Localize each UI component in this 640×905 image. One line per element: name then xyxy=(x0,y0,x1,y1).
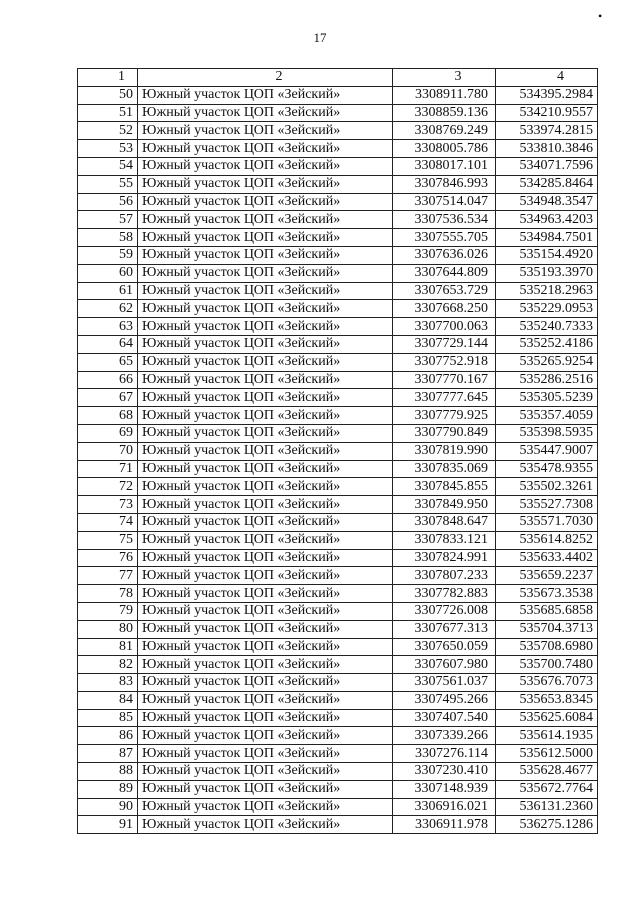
point-number: 61 xyxy=(78,282,138,300)
area-name: Южный участок ЦОП «Зейский» xyxy=(138,335,393,353)
area-name: Южный участок ЦОП «Зейский» xyxy=(138,211,393,229)
coordinate-y: 535252.4186 xyxy=(496,335,598,353)
point-number: 70 xyxy=(78,442,138,460)
area-name: Южный участок ЦОП «Зейский» xyxy=(138,496,393,514)
coordinate-y: 534963.4203 xyxy=(496,211,598,229)
coordinate-x: 3307849.950 xyxy=(393,496,496,514)
point-number: 73 xyxy=(78,496,138,514)
table-row xyxy=(78,86,598,104)
coordinate-x: 3307339.266 xyxy=(393,727,496,745)
area-name: Южный участок ЦОП «Зейский» xyxy=(138,229,393,247)
coordinate-y: 534071.7596 xyxy=(496,157,598,175)
area-name: Южный участок ЦОП «Зейский» xyxy=(138,798,393,816)
corner-mark: • xyxy=(598,9,603,23)
coordinate-y: 535704.3713 xyxy=(496,620,598,638)
area-name: Южный участок ЦОП «Зейский» xyxy=(138,478,393,496)
area-name: Южный участок ЦОП «Зейский» xyxy=(138,691,393,709)
coordinate-x: 3307752.918 xyxy=(393,353,496,371)
area-name: Южный участок ЦОП «Зейский» xyxy=(138,727,393,745)
coordinate-y: 535478.9355 xyxy=(496,460,598,478)
column-header-4: 4 xyxy=(496,69,598,87)
coordinate-y: 535527.7308 xyxy=(496,496,598,514)
point-number: 75 xyxy=(78,531,138,549)
coordinate-x: 3307561.037 xyxy=(393,674,496,692)
area-name: Южный участок ЦОП «Зейский» xyxy=(138,300,393,318)
coordinate-y: 535676.7073 xyxy=(496,674,598,692)
coordinate-x: 3307833.121 xyxy=(393,531,496,549)
column-header-1: 1 xyxy=(78,69,138,87)
coordinate-x: 3308769.249 xyxy=(393,122,496,140)
point-number: 86 xyxy=(78,727,138,745)
table-row xyxy=(78,140,598,158)
page-number: 17 xyxy=(313,30,327,45)
coordinate-y: 535673.3538 xyxy=(496,585,598,603)
coordinate-x: 3308017.101 xyxy=(393,157,496,175)
table-row xyxy=(78,282,598,300)
table-row xyxy=(78,157,598,175)
coordinate-x: 3307607.980 xyxy=(393,656,496,674)
coordinate-x: 3307729.144 xyxy=(393,335,496,353)
point-number: 90 xyxy=(78,798,138,816)
coordinate-x: 3307276.114 xyxy=(393,745,496,763)
point-number: 51 xyxy=(78,104,138,122)
area-name: Южный участок ЦОП «Зейский» xyxy=(138,780,393,798)
coordinate-x: 3307770.167 xyxy=(393,371,496,389)
table-row xyxy=(78,229,598,247)
table-row xyxy=(78,264,598,282)
coordinate-x: 3307779.925 xyxy=(393,407,496,425)
point-number: 66 xyxy=(78,371,138,389)
table-row xyxy=(78,638,598,656)
coordinate-y: 535154.4920 xyxy=(496,246,598,264)
area-name: Южный участок ЦОП «Зейский» xyxy=(138,567,393,585)
area-name: Южный участок ЦОП «Зейский» xyxy=(138,638,393,656)
table-row xyxy=(78,496,598,514)
coordinate-y: 535305.5239 xyxy=(496,389,598,407)
coordinate-y: 535357.4059 xyxy=(496,407,598,425)
table-row xyxy=(78,246,598,264)
coordinate-y: 535700.7480 xyxy=(496,656,598,674)
coordinate-y: 536131.2360 xyxy=(496,798,598,816)
point-number: 50 xyxy=(78,86,138,104)
coordinates-table xyxy=(77,68,598,834)
table-row xyxy=(78,531,598,549)
coordinate-x: 3307782.883 xyxy=(393,585,496,603)
point-number: 56 xyxy=(78,193,138,211)
table-row xyxy=(78,513,598,531)
table-row xyxy=(78,193,598,211)
point-number: 55 xyxy=(78,175,138,193)
table-row xyxy=(78,691,598,709)
point-number: 79 xyxy=(78,602,138,620)
coordinate-x: 3307846.993 xyxy=(393,175,496,193)
point-number: 84 xyxy=(78,691,138,709)
area-name: Южный участок ЦОП «Зейский» xyxy=(138,371,393,389)
coordinate-y: 534285.8464 xyxy=(496,175,598,193)
area-name: Южный участок ЦОП «Зейский» xyxy=(138,264,393,282)
point-number: 67 xyxy=(78,389,138,407)
coordinate-y: 534948.3547 xyxy=(496,193,598,211)
point-number: 71 xyxy=(78,460,138,478)
table-row xyxy=(78,371,598,389)
table-row xyxy=(78,727,598,745)
table-row xyxy=(78,104,598,122)
point-number: 77 xyxy=(78,567,138,585)
coordinate-y: 535628.4677 xyxy=(496,763,598,781)
point-number: 91 xyxy=(78,816,138,834)
point-number: 78 xyxy=(78,585,138,603)
coordinate-y: 534984.7501 xyxy=(496,229,598,247)
coordinate-x: 3307495.266 xyxy=(393,691,496,709)
table-row xyxy=(78,442,598,460)
table-row xyxy=(78,602,598,620)
point-number: 88 xyxy=(78,763,138,781)
coordinate-x: 3307819.990 xyxy=(393,442,496,460)
area-name: Южный участок ЦОП «Зейский» xyxy=(138,585,393,603)
table-row xyxy=(78,549,598,567)
table-row xyxy=(78,780,598,798)
coordinate-y: 535193.3970 xyxy=(496,264,598,282)
area-name: Южный участок ЦОП «Зейский» xyxy=(138,389,393,407)
table-row xyxy=(78,567,598,585)
area-name: Южный участок ЦОП «Зейский» xyxy=(138,175,393,193)
area-name: Южный участок ЦОП «Зейский» xyxy=(138,318,393,336)
coordinate-x: 3307845.855 xyxy=(393,478,496,496)
area-name: Южный участок ЦОП «Зейский» xyxy=(138,122,393,140)
area-name: Южный участок ЦОП «Зейский» xyxy=(138,104,393,122)
table-row xyxy=(78,620,598,638)
table-row xyxy=(78,300,598,318)
coordinate-x: 3307668.250 xyxy=(393,300,496,318)
coordinate-x: 3307514.047 xyxy=(393,193,496,211)
coordinate-x: 3307700.063 xyxy=(393,318,496,336)
coordinate-y: 536275.1286 xyxy=(496,816,598,834)
area-name: Южный участок ЦОП «Зейский» xyxy=(138,745,393,763)
table-row xyxy=(78,335,598,353)
table-body xyxy=(78,86,598,833)
table-row xyxy=(78,763,598,781)
table-row xyxy=(78,656,598,674)
coordinate-y: 535265.9254 xyxy=(496,353,598,371)
point-number: 53 xyxy=(78,140,138,158)
table-row xyxy=(78,478,598,496)
area-name: Южный участок ЦОП «Зейский» xyxy=(138,709,393,727)
area-name: Южный участок ЦОП «Зейский» xyxy=(138,157,393,175)
coordinate-y: 535229.0953 xyxy=(496,300,598,318)
table-row xyxy=(78,318,598,336)
coordinate-y: 534395.2984 xyxy=(496,86,598,104)
coordinate-x: 3307726.008 xyxy=(393,602,496,620)
area-name: Южный участок ЦОП «Зейский» xyxy=(138,620,393,638)
coordinate-x: 3307650.059 xyxy=(393,638,496,656)
column-header-3: 3 xyxy=(393,69,496,87)
point-number: 69 xyxy=(78,424,138,442)
coordinate-x: 3307777.645 xyxy=(393,389,496,407)
table-row xyxy=(78,175,598,193)
coordinate-x: 3308859.136 xyxy=(393,104,496,122)
point-number: 54 xyxy=(78,157,138,175)
area-name: Южный участок ЦОП «Зейский» xyxy=(138,602,393,620)
point-number: 62 xyxy=(78,300,138,318)
table-row xyxy=(78,674,598,692)
table-row xyxy=(78,745,598,763)
point-number: 58 xyxy=(78,229,138,247)
coordinate-x: 3308005.786 xyxy=(393,140,496,158)
coordinate-y: 535398.5935 xyxy=(496,424,598,442)
area-name: Южный участок ЦОП «Зейский» xyxy=(138,460,393,478)
area-name: Южный участок ЦОП «Зейский» xyxy=(138,656,393,674)
coordinate-y: 534210.9557 xyxy=(496,104,598,122)
coordinate-x: 3307677.313 xyxy=(393,620,496,638)
point-number: 81 xyxy=(78,638,138,656)
coordinate-x: 3308911.780 xyxy=(393,86,496,104)
area-name: Южный участок ЦОП «Зейский» xyxy=(138,407,393,425)
point-number: 63 xyxy=(78,318,138,336)
point-number: 74 xyxy=(78,513,138,531)
coordinate-x: 3307644.809 xyxy=(393,264,496,282)
point-number: 64 xyxy=(78,335,138,353)
coordinate-y: 535218.2963 xyxy=(496,282,598,300)
point-number: 87 xyxy=(78,745,138,763)
area-name: Южный участок ЦОП «Зейский» xyxy=(138,674,393,692)
point-number: 65 xyxy=(78,353,138,371)
point-number: 83 xyxy=(78,674,138,692)
area-name: Южный участок ЦОП «Зейский» xyxy=(138,282,393,300)
area-name: Южный участок ЦОП «Зейский» xyxy=(138,816,393,834)
point-number: 52 xyxy=(78,122,138,140)
coordinate-y: 535447.9007 xyxy=(496,442,598,460)
point-number: 82 xyxy=(78,656,138,674)
coordinate-y: 533974.2815 xyxy=(496,122,598,140)
coordinate-y: 535672.7764 xyxy=(496,780,598,798)
table-row xyxy=(78,211,598,229)
area-name: Южный участок ЦОП «Зейский» xyxy=(138,549,393,567)
coordinate-y: 535240.7333 xyxy=(496,318,598,336)
area-name: Южный участок ЦОП «Зейский» xyxy=(138,513,393,531)
coordinate-x: 3307824.991 xyxy=(393,549,496,567)
point-number: 80 xyxy=(78,620,138,638)
area-name: Южный участок ЦОП «Зейский» xyxy=(138,442,393,460)
coordinate-y: 535286.2516 xyxy=(496,371,598,389)
coordinate-y: 535614.8252 xyxy=(496,531,598,549)
area-name: Южный участок ЦОП «Зейский» xyxy=(138,140,393,158)
area-name: Южный участок ЦОП «Зейский» xyxy=(138,193,393,211)
table-row xyxy=(78,585,598,603)
coordinate-y: 535571.7030 xyxy=(496,513,598,531)
area-name: Южный участок ЦОП «Зейский» xyxy=(138,86,393,104)
coordinate-x: 3307790.849 xyxy=(393,424,496,442)
point-number: 57 xyxy=(78,211,138,229)
coordinate-x: 3306911.978 xyxy=(393,816,496,834)
coordinate-x: 3307536.534 xyxy=(393,211,496,229)
table-row xyxy=(78,407,598,425)
coordinate-y: 535659.2237 xyxy=(496,567,598,585)
coordinate-y: 535633.4402 xyxy=(496,549,598,567)
point-number: 85 xyxy=(78,709,138,727)
coordinate-x: 3307835.069 xyxy=(393,460,496,478)
table-row xyxy=(78,709,598,727)
table-row xyxy=(78,389,598,407)
point-number: 72 xyxy=(78,478,138,496)
table-row xyxy=(78,816,598,834)
point-number: 60 xyxy=(78,264,138,282)
table-row xyxy=(78,424,598,442)
area-name: Южный участок ЦОП «Зейский» xyxy=(138,424,393,442)
coordinate-x: 3307636.026 xyxy=(393,246,496,264)
coordinate-y: 535614.1935 xyxy=(496,727,598,745)
table-row xyxy=(78,353,598,371)
point-number: 59 xyxy=(78,246,138,264)
coordinate-x: 3307807.233 xyxy=(393,567,496,585)
coordinate-x: 3307848.647 xyxy=(393,513,496,531)
column-header-2: 2 xyxy=(138,69,393,87)
coordinate-y: 535612.5000 xyxy=(496,745,598,763)
coordinate-x: 3306916.021 xyxy=(393,798,496,816)
area-name: Южный участок ЦОП «Зейский» xyxy=(138,763,393,781)
coordinate-x: 3307230.410 xyxy=(393,763,496,781)
point-number: 68 xyxy=(78,407,138,425)
coordinate-y: 535653.8345 xyxy=(496,691,598,709)
area-name: Южный участок ЦОП «Зейский» xyxy=(138,531,393,549)
point-number: 76 xyxy=(78,549,138,567)
coordinate-y: 535708.6980 xyxy=(496,638,598,656)
coordinate-y: 533810.3846 xyxy=(496,140,598,158)
coordinate-x: 3307148.939 xyxy=(393,780,496,798)
coordinate-x: 3307653.729 xyxy=(393,282,496,300)
coordinate-x: 3307555.705 xyxy=(393,229,496,247)
table-row xyxy=(78,798,598,816)
area-name: Южный участок ЦОП «Зейский» xyxy=(138,353,393,371)
coordinate-y: 535685.6858 xyxy=(496,602,598,620)
point-number: 89 xyxy=(78,780,138,798)
table-row xyxy=(78,460,598,478)
coordinate-y: 535625.6084 xyxy=(496,709,598,727)
area-name: Южный участок ЦОП «Зейский» xyxy=(138,246,393,264)
table-header-row xyxy=(78,69,598,87)
table-row xyxy=(78,122,598,140)
coordinate-x: 3307407.540 xyxy=(393,709,496,727)
coordinate-y: 535502.3261 xyxy=(496,478,598,496)
